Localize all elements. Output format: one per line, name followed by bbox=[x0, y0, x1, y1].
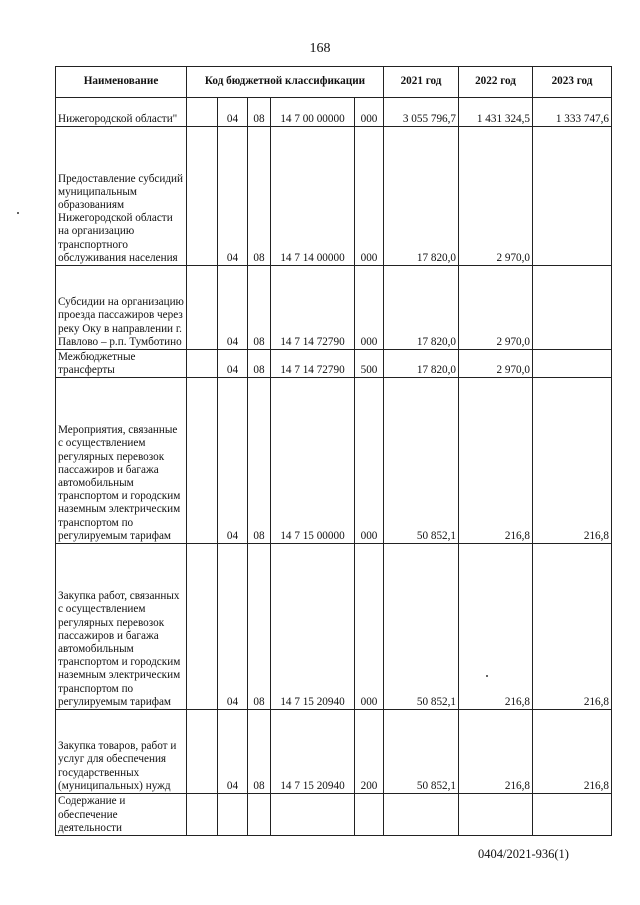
row-2023: 216,8 bbox=[533, 710, 612, 794]
row-code-subsection: 08 bbox=[248, 266, 271, 350]
row-code-type: 200 bbox=[355, 710, 384, 794]
row-code-section: 04 bbox=[218, 127, 248, 266]
row-code-target: 14 7 14 00000 bbox=[271, 127, 355, 266]
row-code-target: 14 7 15 20940 bbox=[271, 544, 355, 710]
row-code-type: 000 bbox=[355, 544, 384, 710]
row-2023 bbox=[533, 127, 612, 266]
table-row bbox=[56, 350, 612, 378]
table-row bbox=[56, 794, 612, 836]
row-code-target: 14 7 14 72790 bbox=[271, 266, 355, 350]
row-name: Закупка работ, связанных с осуществлением регулярных перевозок пассажиров и багажа автомобильным транспортом и городским наземным электрическим транспортом по регулируемым тарифам bbox=[56, 544, 187, 710]
row-2022: 2 970,0 bbox=[459, 127, 533, 266]
table-header-row bbox=[56, 67, 612, 98]
row-name: Закупка товаров, работ и услуг для обеспечения государственных (муниципальных) нужд bbox=[56, 710, 187, 794]
row-2021: 50 852,1 bbox=[384, 378, 459, 544]
row-code-1 bbox=[187, 127, 218, 266]
row-code-subsection: 08 bbox=[248, 378, 271, 544]
row-2023 bbox=[533, 794, 612, 836]
row-2022: 2 970,0 bbox=[459, 350, 533, 378]
row-code-type: 000 bbox=[355, 127, 384, 266]
table-row bbox=[56, 710, 612, 794]
row-name: Мероприятия, связанные с осуществлением регулярных перевозок пассажиров и багажа автомобильным транспортом и городским наземным электрическим транспортом по регулируемым тарифам bbox=[56, 378, 187, 544]
row-code-1 bbox=[187, 98, 218, 127]
row-2023: 216,8 bbox=[533, 544, 612, 710]
row-code-1 bbox=[187, 794, 218, 836]
row-2022: 216,8 bbox=[459, 710, 533, 794]
header-2022: 2022 год bbox=[459, 67, 533, 98]
row-code-subsection: 08 bbox=[248, 710, 271, 794]
row-code-subsection: 08 bbox=[248, 350, 271, 378]
page-number: 168 bbox=[309, 41, 331, 56]
row-2021: 17 820,0 bbox=[384, 266, 459, 350]
row-code-target: 14 7 15 20940 bbox=[271, 710, 355, 794]
row-2023 bbox=[533, 350, 612, 378]
row-2023: 216,8 bbox=[533, 378, 612, 544]
row-2023 bbox=[533, 266, 612, 350]
row-code-1 bbox=[187, 378, 218, 544]
header-name: Наименование bbox=[56, 67, 187, 98]
row-code-section: 04 bbox=[218, 710, 248, 794]
row-code-1 bbox=[187, 266, 218, 350]
row-2022 bbox=[459, 794, 533, 836]
table-row bbox=[56, 266, 612, 350]
row-code-type: 000 bbox=[355, 378, 384, 544]
document-footer-code: 0404/2021-936(1) bbox=[478, 847, 569, 861]
row-code-target: 14 7 00 00000 bbox=[271, 98, 355, 127]
row-code-1 bbox=[187, 544, 218, 710]
row-name: Содержание и обеспечение деятельности bbox=[56, 794, 187, 836]
header-2023: 2023 год bbox=[533, 67, 612, 98]
row-2022: 216,8 bbox=[459, 544, 533, 710]
row-2021: 3 055 796,7 bbox=[384, 98, 459, 127]
row-code-section: 04 bbox=[218, 266, 248, 350]
row-code-section: 04 bbox=[218, 544, 248, 710]
scan-speck bbox=[17, 212, 19, 214]
row-code-1 bbox=[187, 710, 218, 794]
row-name: Субсидии на организацию проезда пассажиров через реку Оку в направлении г. Павлово – р.п. Тумботино bbox=[56, 266, 187, 350]
budget-table bbox=[55, 66, 612, 836]
scan-speck bbox=[486, 675, 488, 677]
row-code-target: 14 7 14 72790 bbox=[271, 350, 355, 378]
row-2021: 50 852,1 bbox=[384, 544, 459, 710]
row-code-subsection: 08 bbox=[248, 127, 271, 266]
row-2022: 216,8 bbox=[459, 378, 533, 544]
row-code-subsection: 08 bbox=[248, 544, 271, 710]
row-2021: 17 820,0 bbox=[384, 127, 459, 266]
row-2023: 1 333 747,6 bbox=[533, 98, 612, 127]
row-code-type: 000 bbox=[355, 98, 384, 127]
row-code-target: 14 7 15 00000 bbox=[271, 378, 355, 544]
row-code-type: 000 bbox=[355, 266, 384, 350]
row-2021 bbox=[384, 794, 459, 836]
table-row bbox=[56, 378, 612, 544]
row-name: Межбюджетные трансферты bbox=[56, 350, 187, 378]
row-code-1 bbox=[187, 350, 218, 378]
row-code-section: 04 bbox=[218, 350, 248, 378]
row-code-type: 500 bbox=[355, 350, 384, 378]
row-2022: 2 970,0 bbox=[459, 266, 533, 350]
table-row bbox=[56, 544, 612, 710]
table-row bbox=[56, 98, 612, 127]
row-code-type bbox=[355, 794, 384, 836]
row-code-section: 04 bbox=[218, 98, 248, 127]
row-code-target bbox=[271, 794, 355, 836]
header-code: Код бюджетной классификации bbox=[187, 67, 384, 98]
row-code-section bbox=[218, 794, 248, 836]
row-code-subsection bbox=[248, 794, 271, 836]
header-2021: 2021 год bbox=[384, 67, 459, 98]
row-2022: 1 431 324,5 bbox=[459, 98, 533, 127]
row-name: Нижегородской области" bbox=[56, 98, 187, 127]
row-2021: 17 820,0 bbox=[384, 350, 459, 378]
table-row bbox=[56, 127, 612, 266]
row-code-section: 04 bbox=[218, 378, 248, 544]
row-name: Предоставление субсидий муниципальным образованиям Нижегородской области на организацию транспортного обслуживания населения bbox=[56, 127, 187, 266]
row-2021: 50 852,1 bbox=[384, 710, 459, 794]
row-code-subsection: 08 bbox=[248, 98, 271, 127]
